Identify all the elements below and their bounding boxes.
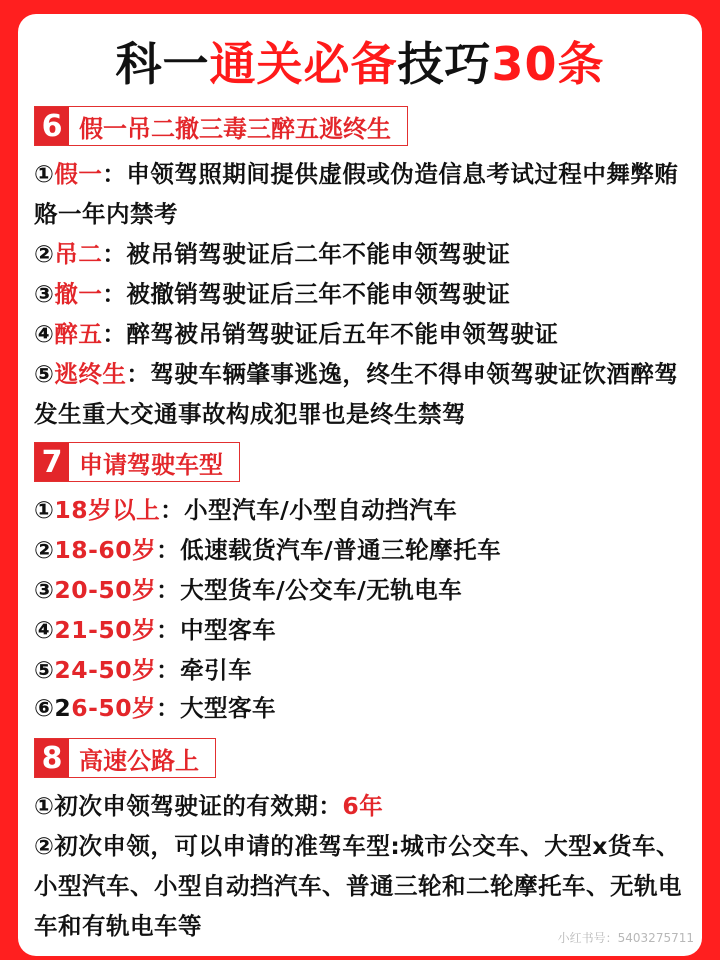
section-label: 高速公路上 — [79, 746, 199, 775]
list-item — [34, 154, 694, 234]
item-key: 6年 — [342, 792, 384, 820]
item-mark: ① — [34, 496, 55, 524]
list-item — [34, 786, 694, 826]
item-text: ：被撤销驾驶证后三年不能申领驾驶证 — [102, 280, 511, 308]
title-part-1: 科一 — [115, 37, 210, 91]
section-label: 申请驾驶车型 — [79, 450, 223, 479]
section-label: 假一吊二撤三毒三醉五逃终生 — [79, 114, 391, 143]
item-mark: ③ — [34, 576, 55, 604]
item-mark: ① — [34, 160, 55, 188]
item-mark: ② — [34, 832, 55, 860]
item-key: 6-50岁 — [71, 694, 157, 722]
list-item — [34, 354, 694, 434]
item-text: ：醉驾被吊销驾驶证后五年不能申领驾驶证 — [102, 320, 559, 348]
list-item — [34, 688, 694, 728]
list-item — [34, 650, 694, 690]
item-text: ：申领驾照期间提供虚假或伪造信息考试过程中舞弊贿赂一年内禁考 — [34, 160, 679, 228]
page-title — [18, 28, 702, 94]
item-text: ：大型货车/公交车/无轨电车 — [156, 576, 463, 604]
item-mark: ① — [34, 792, 55, 820]
list-item — [34, 234, 694, 274]
list-item — [34, 570, 694, 610]
item-key: 18岁以上 — [54, 496, 161, 524]
item-text: 初次申领驾驶证的有效期： — [54, 792, 343, 820]
item-text: ：小型汽车/小型自动挡汽车 — [160, 496, 458, 524]
item-text: ：中型客车 — [156, 616, 277, 644]
list-item — [34, 274, 694, 314]
item-text: ：被吊销驾驶证后二年不能申领驾驶证 — [102, 240, 511, 268]
item-text: 初次申领，可以申请的准驾车型:城市公交车、大型x货车、小型汽车、小型自动挡汽车、普通三轮和二轮摩托车、无轨电车和有轨电车等 — [34, 832, 682, 940]
title-part-3: 技巧 — [397, 37, 492, 91]
item-key: 18-60岁 — [54, 536, 157, 564]
item-key: 撤一 — [54, 280, 103, 308]
list-item — [34, 826, 694, 946]
item-key: 21-50岁 — [54, 616, 157, 644]
item-key: 假一 — [54, 160, 103, 188]
item-mark: ⑤ — [34, 360, 55, 388]
list-item — [34, 530, 694, 570]
content-card — [18, 14, 702, 956]
section-number: 6 — [35, 107, 69, 145]
item-mark: ③ — [34, 280, 55, 308]
item-text: ：大型客车 — [156, 694, 277, 722]
title-part-2: 通关必备 — [209, 37, 398, 91]
item-mark: ④ — [34, 320, 55, 348]
list-item — [34, 490, 694, 530]
item-mark: ② — [34, 536, 55, 564]
item-mark: ② — [34, 240, 55, 268]
title-part-4: 30条 — [491, 37, 605, 91]
item-key: 24-50岁 — [54, 656, 157, 684]
item-text: ：驾驶车辆肇事逃逸，终生不得申领驾驶证饮酒醉驾发生重大交通事故构成犯罪也是终生禁驾 — [34, 360, 679, 428]
item-mark: ⑥2 — [34, 694, 72, 722]
item-key: 吊二 — [54, 240, 103, 268]
list-item — [34, 610, 694, 650]
section-header-7 — [34, 442, 240, 482]
section-number: 7 — [35, 443, 69, 481]
item-mark: ④ — [34, 616, 55, 644]
section-header-8 — [34, 738, 216, 778]
item-text: ：牵引车 — [156, 656, 253, 684]
item-key: 20-50岁 — [54, 576, 157, 604]
list-item — [34, 314, 694, 354]
item-key: 逃终生 — [54, 360, 127, 388]
item-text: ：低速载货汽车/普通三轮摩托车 — [156, 536, 502, 564]
item-key: 醉五 — [54, 320, 103, 348]
watermark: 小红书号：5403275711 — [557, 931, 694, 945]
item-mark: ⑤ — [34, 656, 55, 684]
section-number: 8 — [35, 739, 69, 777]
section-header-6 — [34, 106, 408, 146]
